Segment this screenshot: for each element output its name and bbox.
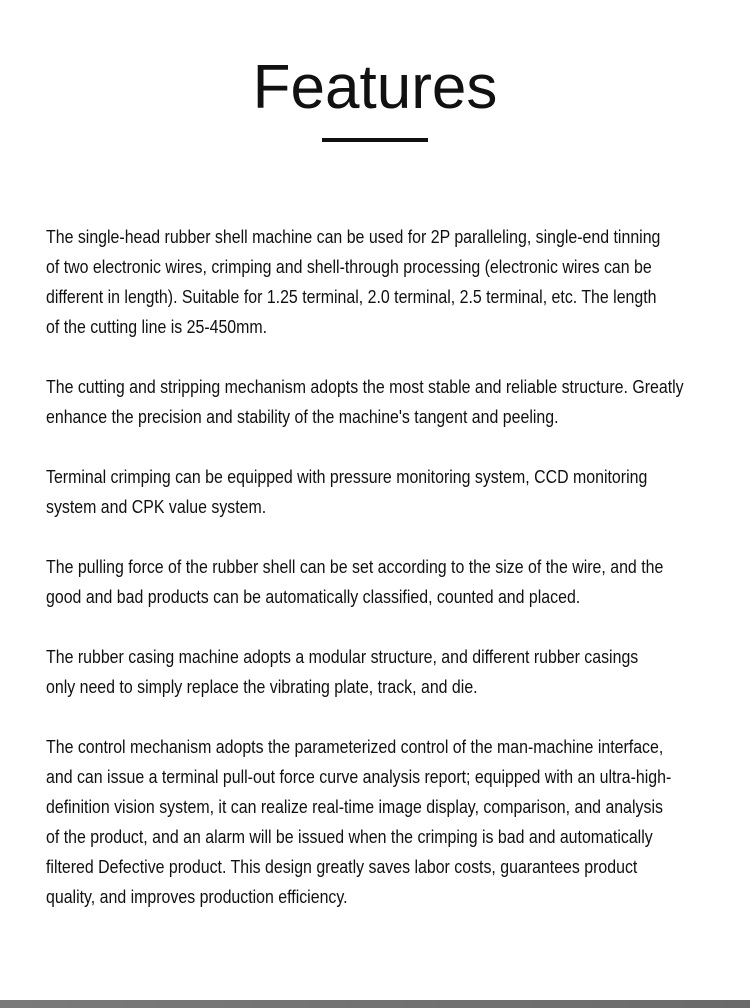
paragraph-line: Terminal crimping can be equipped with pressure monitoring system, CCD monitoring (46, 466, 648, 487)
feature-paragraph (46, 222, 734, 342)
paragraph-line: of the cutting line is 25-450mm. (46, 316, 268, 337)
feature-paragraph (46, 642, 734, 702)
paragraph-line: different in length). Suitable for 1.25 terminal, 2.0 terminal, 2.5 terminal, etc. The length (46, 286, 657, 307)
paragraph-line: definition vision system, it can realize real-time image display, comparison, and analysis (46, 796, 663, 817)
paragraph-line: The rubber casing machine adopts a modular structure, and different rubber casings (46, 646, 639, 667)
paragraph-line: The single-head rubber shell machine can be used for 2P paralleling, single-end tinning (46, 226, 661, 247)
paragraph-line: The cutting and stripping mechanism adopts the most stable and reliable structure. Greatly (46, 376, 684, 397)
paragraph-line: The pulling force of the rubber shell can be set according to the size of the wire, and the (46, 556, 664, 577)
paragraph-line: system and CPK value system. (46, 496, 267, 517)
paragraph-line: filtered Defective product. This design greatly saves labor costs, guarantees product (46, 856, 638, 877)
paragraph-line: good and bad products can be automatically classified, counted and placed. (46, 586, 581, 607)
feature-paragraph (46, 372, 734, 432)
features-body (46, 222, 734, 942)
footer-bar (0, 1000, 750, 1008)
paragraph-line: The control mechanism adopts the parameterized control of the man-machine interface, (46, 736, 664, 757)
paragraph-line: only need to simply replace the vibrating plate, track, and die. (46, 676, 478, 697)
feature-paragraph (46, 462, 734, 522)
page-title: Features (252, 53, 498, 122)
paragraph-line: quality, and improves production efficiency. (46, 886, 348, 907)
feature-paragraph (46, 552, 734, 612)
feature-paragraph (46, 732, 734, 912)
paragraph-line: and can issue a terminal pull-out force curve analysis report; equipped with an ultra-high- (46, 766, 672, 787)
paragraph-line: of the product, and an alarm will be issued when the crimping is bad and automatically (46, 826, 653, 847)
paragraph-line: of two electronic wires, crimping and shell-through processing (electronic wires can be (46, 256, 652, 277)
title-underline (322, 138, 428, 142)
paragraph-line: enhance the precision and stability of the machine's tangent and peeling. (46, 406, 559, 427)
